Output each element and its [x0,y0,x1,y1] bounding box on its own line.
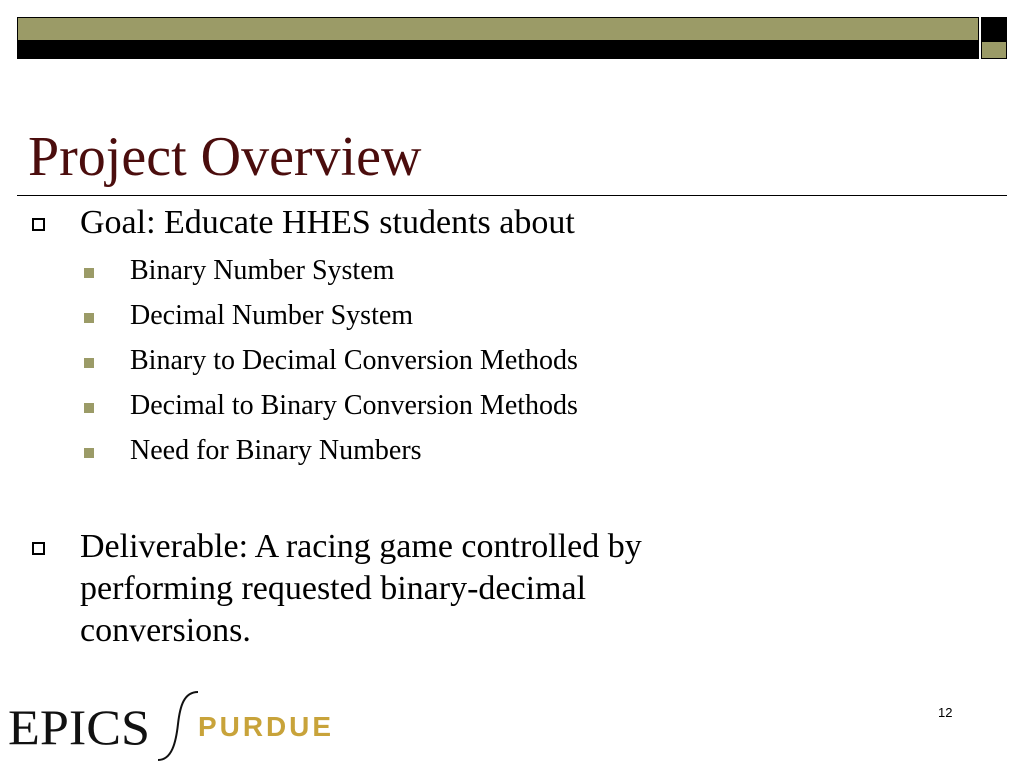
hollow-square-bullet-icon [32,218,45,231]
square-bullet-icon [84,313,94,323]
subitem-decimal-to-binary: Decimal to Binary Conversion Methods [130,390,578,421]
slide-title: Project Overview [28,126,422,188]
bullet-deliverable-line-2: performing requested binary-decimal [80,570,587,607]
page-number: 12 [938,705,953,720]
logo-integral-swoosh [158,692,198,760]
subitem-decimal-number-system: Decimal Number System [130,300,414,331]
subitem-binary-number-system: Binary Number System [130,255,395,286]
corner-black-block [981,17,1007,41]
header-decoration-bar [17,17,979,59]
square-bullet-icon [84,403,94,413]
header-black-band [17,41,979,59]
subitem-need-for-binary: Need for Binary Numbers [130,435,422,466]
bullet-deliverable-line-3: conversions. [80,612,251,649]
bullet-deliverable-line-1: Deliverable: A racing game controlled by [80,528,642,565]
bullet-goal: Goal: Educate HHES students about [80,204,575,241]
subitem-binary-to-decimal: Binary to Decimal Conversion Methods [130,345,578,376]
square-bullet-icon [84,268,94,278]
square-bullet-icon [84,358,94,368]
hollow-square-bullet-icon [32,542,45,555]
header-olive-band [17,17,979,41]
logo-purdue-text: PURDUE [198,711,334,742]
title-divider [17,195,1007,196]
logo-epics-text: EPICS [8,699,150,755]
corner-olive-block [981,41,1007,59]
square-bullet-icon [84,448,94,458]
epics-purdue-logo [8,688,338,764]
